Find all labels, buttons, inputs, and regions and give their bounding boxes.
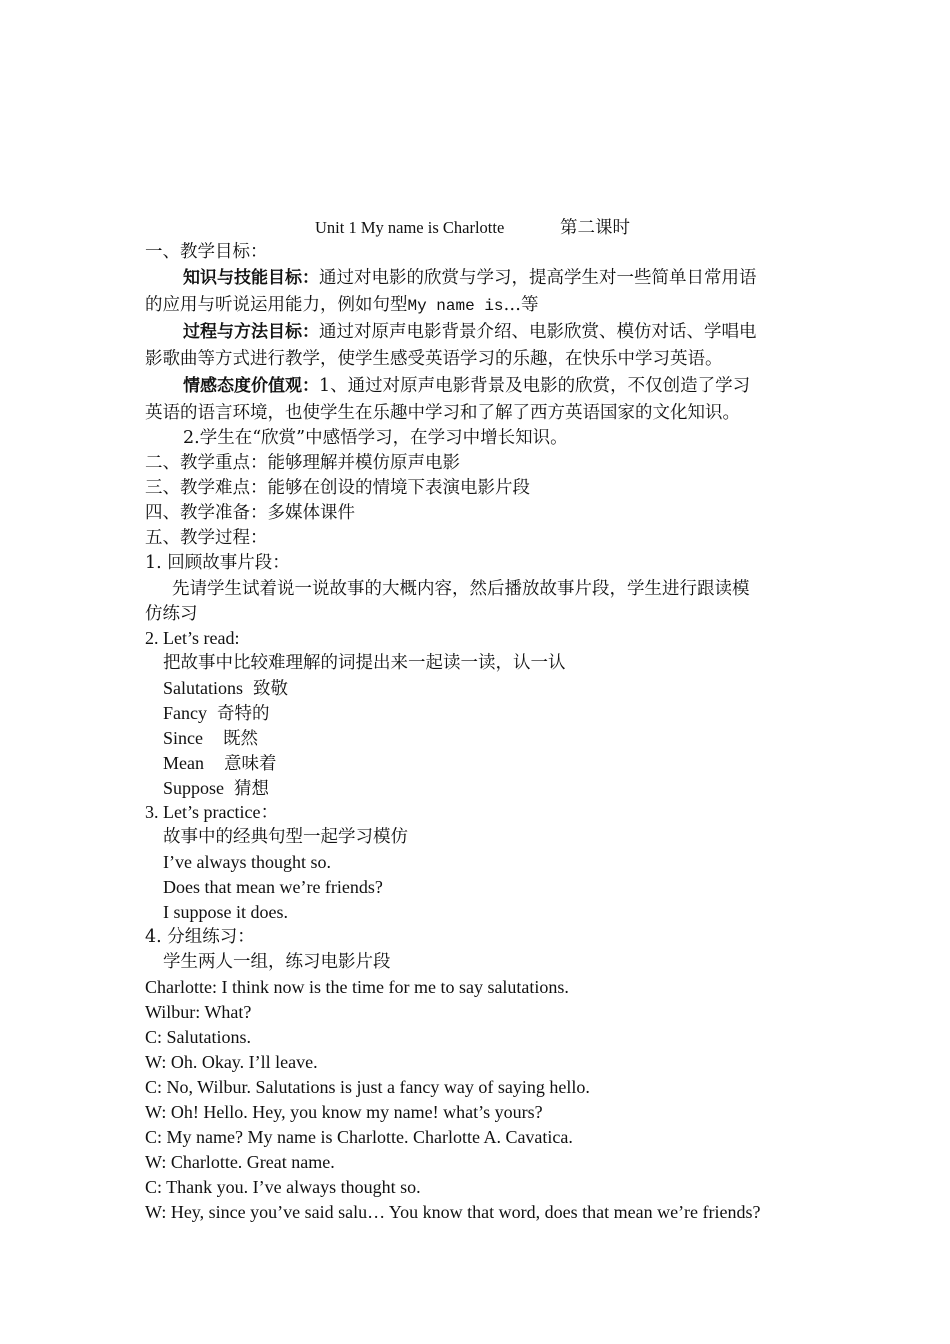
step-4-intro: 学生两人一组，练习电影片段 [163, 952, 391, 972]
process-goal-label: 过程与方法目标： [183, 322, 319, 342]
vocab-item: Since 既然 [163, 728, 258, 749]
dialogue-line: W: Hey, since you’ve said salu… You know that word, does that mean we’re friends? [145, 1202, 761, 1222]
dialogue-line: C: No, Wilbur. Salutations is just a fancy way of saying hello. [145, 1077, 590, 1097]
emotion-goal-line-3: 2.学生在“欣赏”中感悟学习，在学习中增长知识。 [183, 428, 568, 448]
dialogue-line: C: Thank you. I’ve always thought so. [145, 1177, 421, 1197]
practice-sentence: I’ve always thought so. [163, 852, 331, 872]
dialogue-line: Charlotte: I think now is the time for me to say salutations. [145, 977, 569, 997]
emotion-goal-line-1: 情感态度价值观：1、通过对原声电影背景及电影的欣赏，不仅创造了学习 [183, 376, 751, 396]
emotion-goal-label: 情感态度价值观： [183, 376, 319, 396]
knowledge-goal-label: 知识与技能目标： [183, 268, 319, 288]
dialogue-line: C: Salutations. [145, 1027, 252, 1047]
dialogue-line: W: Charlotte. Great name. [145, 1152, 335, 1172]
dialogue-line: Wilbur: What? [145, 1002, 252, 1022]
step-3-intro: 故事中的经典句型一起学习模仿 [163, 827, 408, 847]
process-goal-line-2: 影歌曲等方式进行教学，使学生感受英语学习的乐趣，在快乐中学习英语。 [145, 349, 723, 369]
vocab-item: Salutations 致敬 [163, 678, 288, 699]
step-1-heading: 1. 回顾故事片段： [145, 553, 290, 573]
process-goal-line-1: 过程与方法目标：通过对原声电影背景介绍、电影欣赏、模仿对话、学唱电 [183, 322, 757, 342]
step-1-text-line-2: 仿练习 [145, 604, 198, 624]
step-3-heading: 3. Let’s practice： [145, 802, 279, 822]
knowledge-goal-line-1: 知识与技能目标：通过对电影的欣赏与学习，提高学生对一些简单日常用语 [183, 268, 757, 288]
vocab-item: Mean 意味着 [163, 753, 277, 774]
section-3: 三、教学难点：能够在创设的情境下表演电影片段 [145, 478, 530, 498]
dialogue-line: C: My name? My name is Charlotte. Charlotte A. Cavatica. [145, 1127, 573, 1147]
emotion-goal-line-2: 英语的语言环境，也使学生在乐趣中学习和了解了西方英语国家的文化知识。 [145, 403, 740, 423]
knowledge-goal-line-2: 的应用与听说运用能力，例如句型My name is…等 [145, 295, 539, 315]
step-1-text-line-1: 先请学生试着说一说故事的大概内容，然后播放故事片段，学生进行跟读模 [172, 579, 750, 599]
step-2-heading: 2. Let’s read: [145, 628, 240, 648]
document-title: Unit 1 My name is Charlotte [315, 218, 505, 237]
section-2: 二、教学重点：能够理解并模仿原声电影 [145, 453, 460, 473]
section-5: 五、教学过程： [145, 528, 268, 548]
section-1-heading: 一、教学目标： [145, 242, 268, 262]
vocab-item: Fancy 奇特的 [163, 703, 270, 724]
vocab-item: Suppose 猜想 [163, 778, 270, 799]
section-4: 四、教学准备：多媒体课件 [145, 503, 355, 523]
practice-sentence: Does that mean we’re friends? [163, 877, 383, 897]
dialogue-line: W: Oh. Okay. I’ll leave. [145, 1052, 318, 1072]
step-4-heading: 4. 分组练习： [145, 927, 255, 947]
lesson-label: 第二课时 [560, 218, 630, 238]
step-2-intro: 把故事中比较难理解的词提出来一起读一读，认一认 [163, 653, 566, 673]
practice-sentence: I suppose it does. [163, 902, 288, 922]
dialogue-line: W: Oh! Hello. Hey, you know my name! what’s yours? [145, 1102, 543, 1122]
